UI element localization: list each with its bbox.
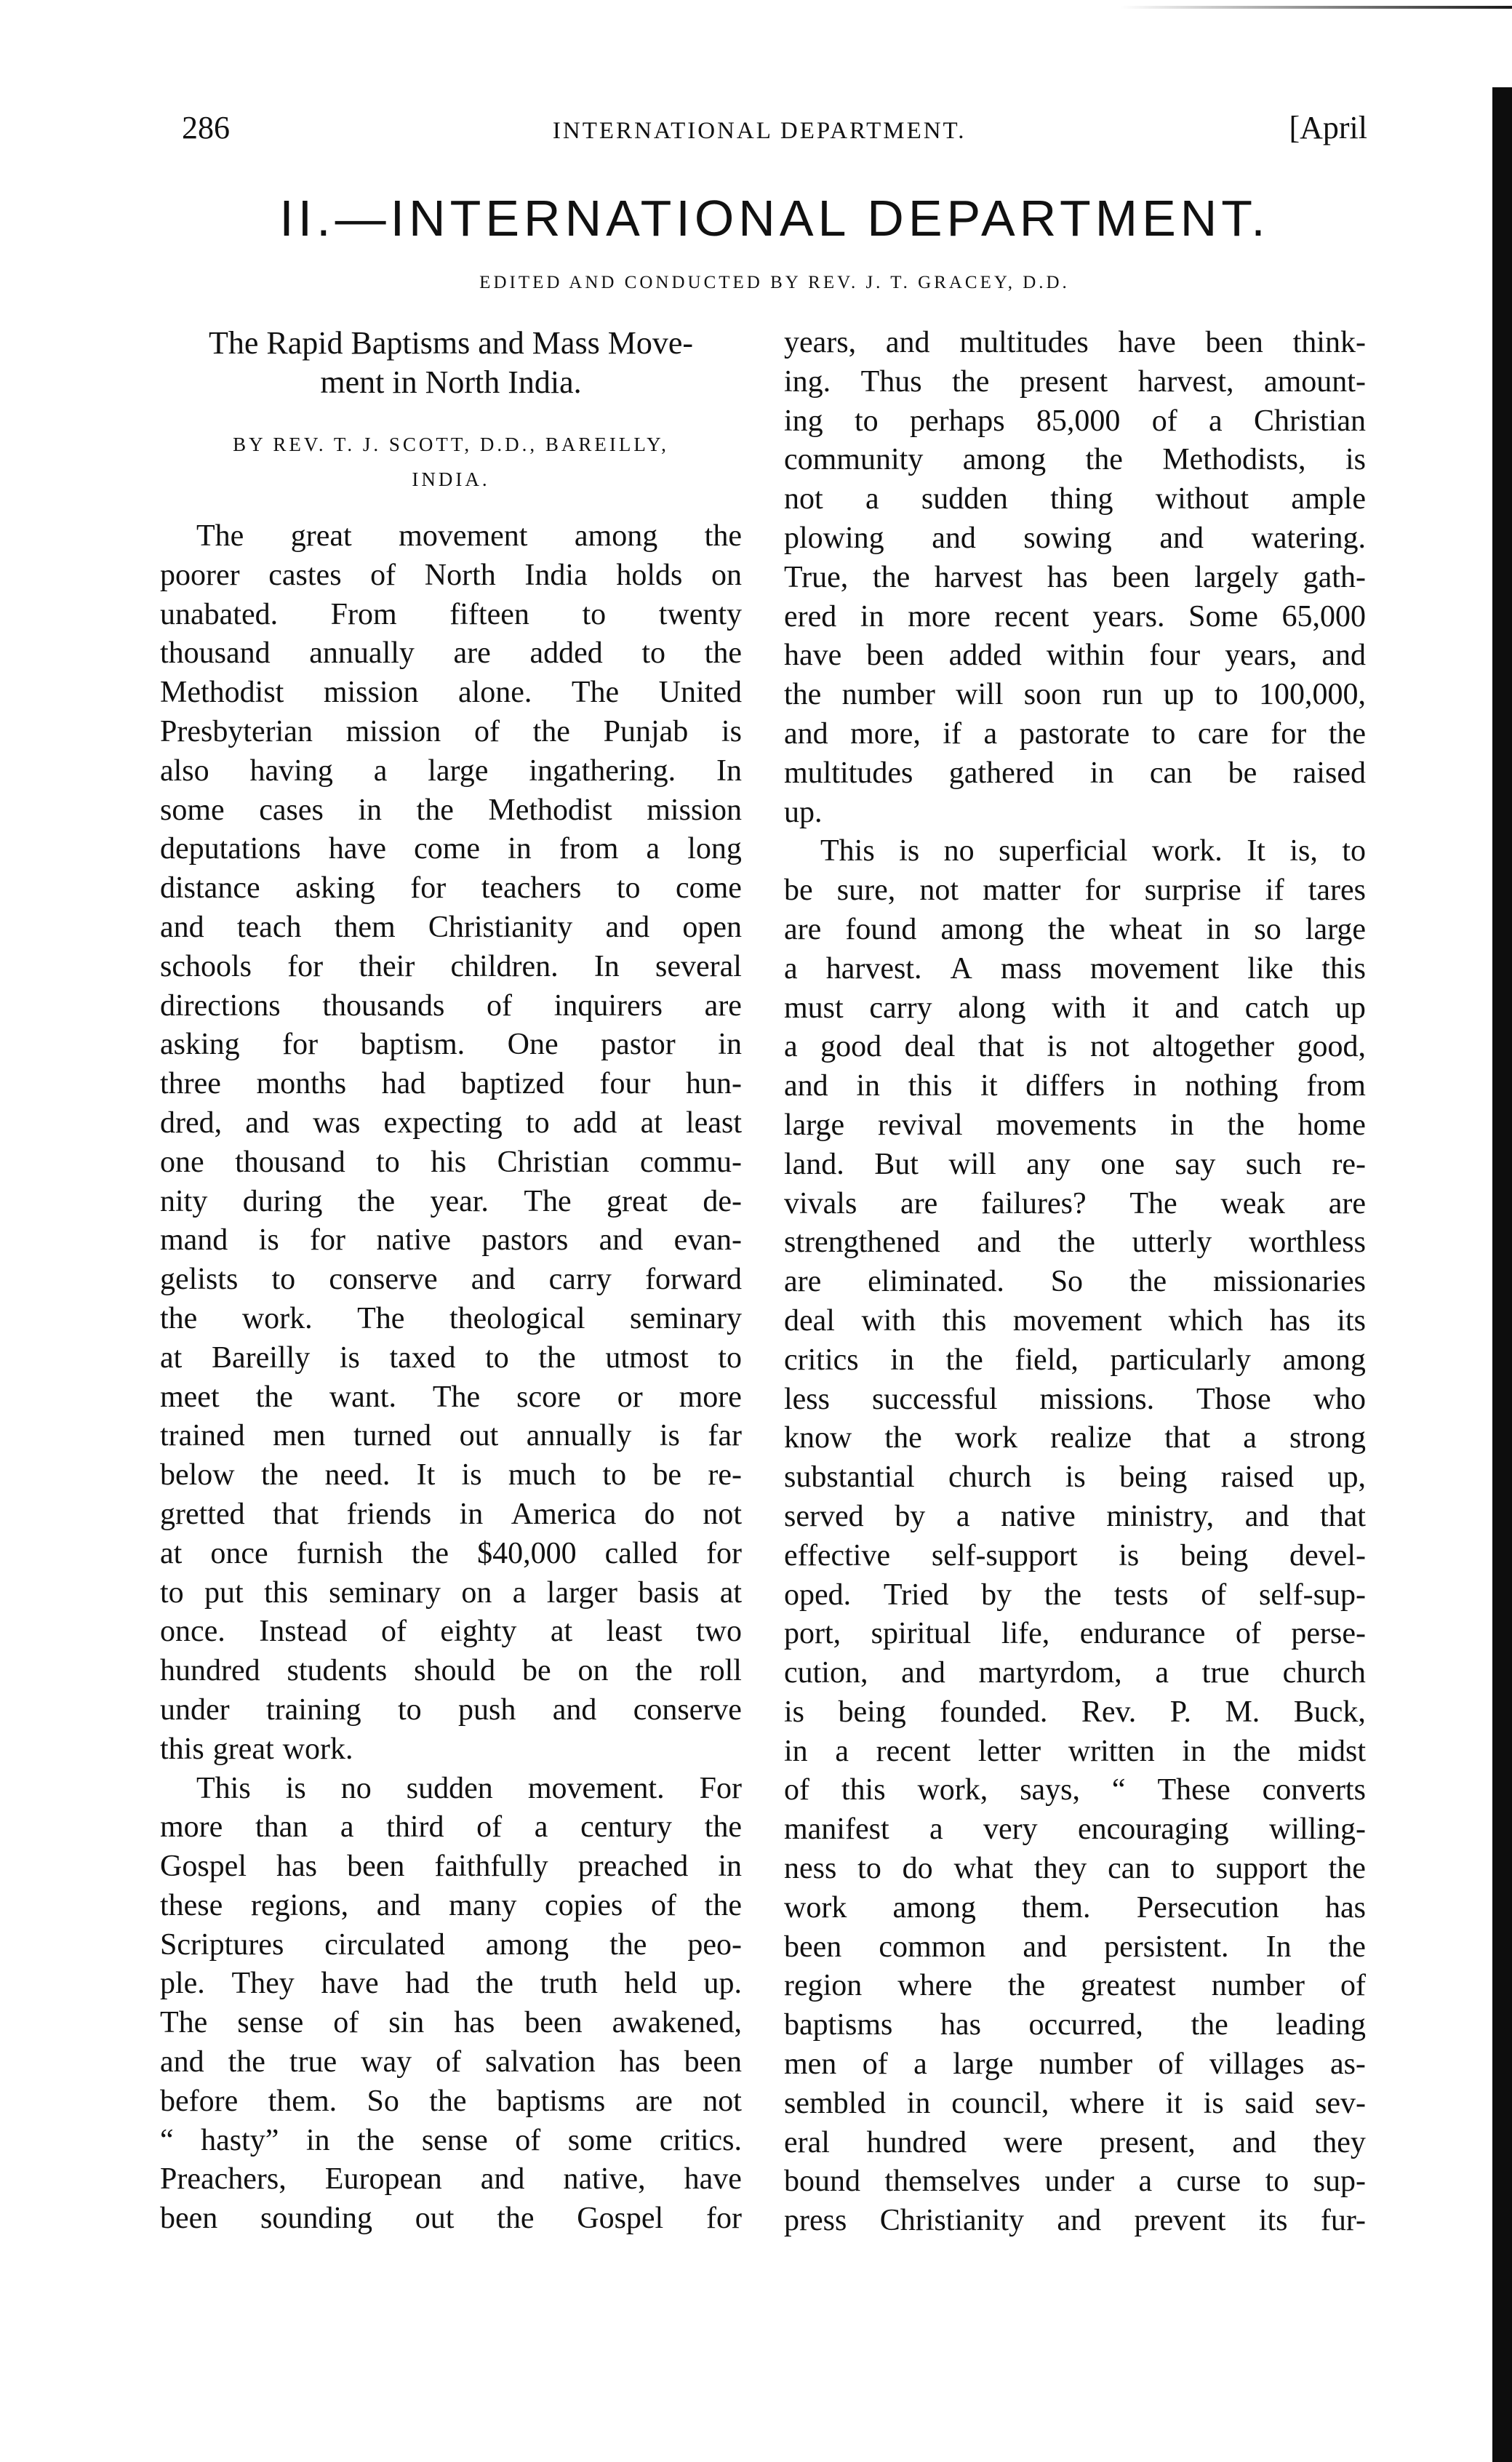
article-title-line: ment in North India. xyxy=(320,364,582,400)
text-line: up. xyxy=(784,795,823,829)
text-line: a good deal that is not altogether good, xyxy=(784,1030,1366,1064)
text-line: This is no sudden movement. For xyxy=(196,1771,742,1805)
article-title-line: The Rapid Baptisms and Mass Move- xyxy=(208,325,694,361)
text-line: bound themselves under a curse to sup- xyxy=(784,2165,1366,2199)
text-line: deputations have come in from a long xyxy=(160,832,742,866)
text-line: directions thousands of inquirers are xyxy=(160,988,742,1023)
text-line: meet the want. The score or more xyxy=(160,1380,742,1414)
text-line: three months had baptized four hun- xyxy=(160,1067,742,1101)
text-line: baptisms has occurred, the leading xyxy=(784,2008,1366,2042)
text-line: press Christianity and prevent its fur- xyxy=(784,2204,1366,2238)
section-title: II.—INTERNATIONAL DEPARTMENT. xyxy=(279,190,1270,247)
text-line: these regions, and many copies of the xyxy=(160,1888,742,1922)
text-line: community among the Methodists, is xyxy=(784,443,1366,477)
text-line: be sure, not matter for surprise if tares xyxy=(784,874,1366,908)
text-line: gelists to conserve and carry forward xyxy=(160,1263,742,1297)
text-line: a harvest. A mass movement like this xyxy=(784,951,1366,986)
byline-line: BY REV. T. J. SCOTT, D.D., BAREILLY, xyxy=(233,433,669,455)
text-line: men of a large number of villages as- xyxy=(784,2047,1366,2082)
text-line: distance asking for teachers to come xyxy=(160,871,742,906)
text-line: the work. The theological seminary xyxy=(160,1301,742,1335)
text-line: The great movement among the xyxy=(196,519,742,553)
text-line: ness to do what they can to support the xyxy=(784,1852,1366,1886)
text-line: port, spiritual life, endurance of perse- xyxy=(784,1617,1366,1651)
text-line: mand is for native pastors and evan- xyxy=(160,1223,742,1258)
text-line: vivals are failures? The weak are xyxy=(784,1186,1366,1220)
scan-artifact-right-edge xyxy=(1492,87,1512,2462)
text-line: served by a native ministry, and that xyxy=(784,1499,1366,1533)
text-line: deal with this movement which has its xyxy=(784,1303,1366,1338)
text-line: The sense of sin has been awakened, xyxy=(160,2006,742,2040)
running-title: INTERNATIONAL DEPARTMENT. xyxy=(552,118,967,144)
text-line: are eliminated. So the missionaries xyxy=(784,1265,1366,1299)
text-line: and teach them Christianity and open xyxy=(160,910,742,944)
text-line: Preachers, European and native, have xyxy=(160,2162,742,2197)
text-line: multitudes gathered in can be raised xyxy=(784,756,1366,790)
text-line: gretted that friends in America do not xyxy=(160,1497,742,1531)
text-line: more than a third of a century the xyxy=(160,1810,742,1844)
byline-line: INDIA. xyxy=(412,468,490,490)
text-line: schools for their children. In several xyxy=(160,949,742,983)
text-line: thousand annually are added to the xyxy=(160,636,742,671)
text-line: ple. They have had the truth held up. xyxy=(160,1967,742,2001)
text-line: not a sudden thing without ample xyxy=(784,482,1366,516)
text-line: have been added within four years, and xyxy=(784,639,1366,673)
text-line: eral hundred were present, and they xyxy=(784,2125,1366,2159)
text-line: once. Instead of eighty at least two xyxy=(160,1615,742,1649)
text-line: strengthened and the utterly worthless xyxy=(784,1226,1366,1260)
text-line: ing to perhaps 85,000 of a Christian xyxy=(784,404,1366,438)
text-line: to put this seminary on a larger basis at xyxy=(160,1575,742,1610)
text-line: hundred students should be on the roll xyxy=(160,1654,742,1688)
text-line: under training to push and conserve xyxy=(160,1692,742,1727)
text-line: plowing and sowing and watering. xyxy=(784,521,1366,555)
text-line: know the work realize that a strong xyxy=(784,1421,1366,1455)
text-line: work among them. Persecution has xyxy=(784,1890,1366,1925)
running-head xyxy=(182,109,1367,153)
text-line: this great work. xyxy=(160,1732,353,1766)
text-line: manifest a very encouraging willing- xyxy=(784,1812,1366,1847)
text-line: This is no superficial work. It is, to xyxy=(820,834,1366,868)
text-line: cution, and martyrdom, a true church xyxy=(784,1656,1366,1690)
section-editor: EDITED AND CONDUCTED BY REV. J. T. GRACEY, D.D. xyxy=(479,273,1070,292)
text-line: been common and persistent. In the xyxy=(784,1930,1366,1964)
text-line: unabated. From fifteen to twenty xyxy=(160,597,742,631)
text-line: Presbyterian mission of the Punjab is xyxy=(160,714,742,748)
text-line: one thousand to his Christian commu- xyxy=(160,1145,742,1179)
text-line: in a recent letter written in the midst xyxy=(784,1734,1366,1768)
issue-month: [April xyxy=(1289,110,1367,145)
scan-artifact-top xyxy=(1120,6,1512,9)
left-column-body xyxy=(160,517,742,2239)
text-line: large revival movements in the home xyxy=(784,1108,1366,1142)
text-line: some cases in the Methodist mission xyxy=(160,793,742,827)
text-line: also having a large ingathering. In xyxy=(160,754,742,788)
right-column-body xyxy=(784,324,1366,2241)
page-number: 286 xyxy=(182,110,230,145)
text-line: Gospel has been faithfully preached in xyxy=(160,1850,742,1884)
text-line: dred, and was expecting to add at least xyxy=(160,1106,742,1140)
text-line: less successful missions. Those who xyxy=(784,1382,1366,1416)
text-line: oped. Tried by the tests of self-sup- xyxy=(784,1578,1366,1612)
text-line: poorer castes of North India holds on xyxy=(160,558,742,592)
text-line: is being founded. Rev. P. M. Buck, xyxy=(784,1695,1366,1729)
text-line: of this work, says, “ These converts xyxy=(784,1773,1366,1807)
text-line: must carry along with it and catch up xyxy=(784,991,1366,1025)
left-column xyxy=(160,324,742,2239)
text-line: True, the harvest has been largely gath- xyxy=(784,560,1366,594)
text-line: been sounding out the Gospel for xyxy=(160,2202,742,2236)
text-line: ered in more recent years. Some 65,000 xyxy=(784,599,1366,634)
text-line: at once furnish the $40,000 called for xyxy=(160,1536,742,1570)
text-line: nity during the year. The great de- xyxy=(160,1184,742,1218)
text-line: and more, if a pastorate to care for the xyxy=(784,716,1366,751)
article-byline xyxy=(160,427,742,497)
text-line: critics in the field, particularly among xyxy=(784,1343,1366,1377)
text-line: ing. Thus the present harvest, amount- xyxy=(784,364,1366,399)
text-line: sembled in council, where it is said sev- xyxy=(784,2086,1366,2120)
article-title xyxy=(160,324,742,402)
text-line: years, and multitudes have been think- xyxy=(784,326,1366,359)
text-line: before them. So the baptisms are not xyxy=(160,2084,742,2118)
text-line: substantial church is being raised up, xyxy=(784,1460,1366,1495)
text-line: and the true way of salvation has been xyxy=(160,2045,742,2079)
text-line: below the need. It is much to be re- xyxy=(160,1458,742,1492)
text-line: asking for baptism. One pastor in xyxy=(160,1028,742,1062)
right-column xyxy=(784,324,1366,2241)
text-line: “ hasty” in the sense of some critics. xyxy=(160,2123,742,2157)
text-line: Scriptures circulated among the peo- xyxy=(160,1927,742,1962)
text-line: at Bareilly is taxed to the utmost to xyxy=(160,1340,742,1375)
text-line: are found among the wheat in so large xyxy=(784,912,1366,946)
text-line: land. But will any one say such re- xyxy=(784,1147,1366,1181)
text-line: Methodist mission alone. The United xyxy=(160,676,742,710)
text-line: the number will soon run up to 100,000, xyxy=(784,678,1366,712)
text-line: trained men turned out annually is far xyxy=(160,1419,742,1453)
text-line: and in this it differs in nothing from xyxy=(784,1069,1366,1103)
text-line: region where the greatest number of xyxy=(784,1969,1366,2003)
text-line: effective self-support is being devel- xyxy=(784,1538,1366,1572)
